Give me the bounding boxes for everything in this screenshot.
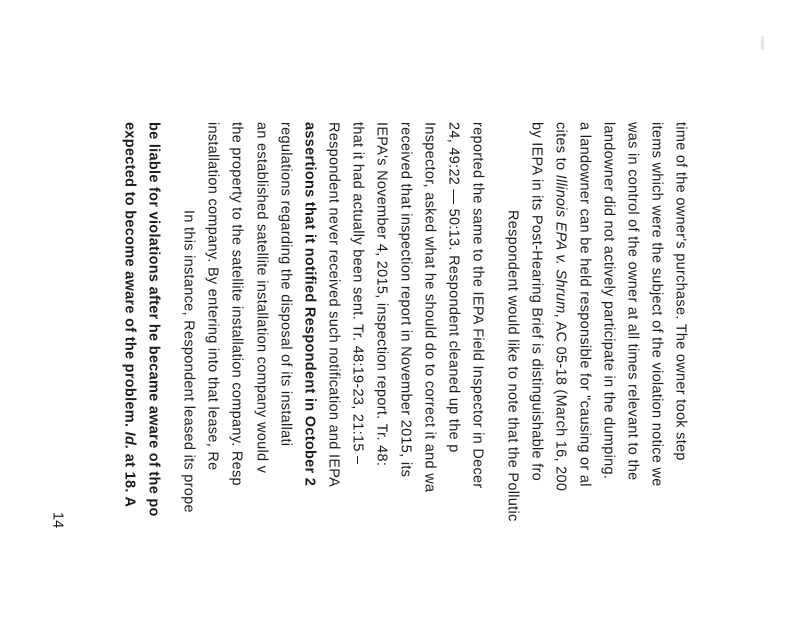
text-segment: Respondent would like to note that the Pollutic bbox=[504, 210, 521, 522]
text-line-14 bbox=[446, 122, 461, 453]
text-segment: landowner did not actively participate in the dumping. bbox=[600, 122, 617, 480]
text-line-3 bbox=[181, 210, 196, 513]
text-segment: was in control of the owner at all times relevant to the bbox=[624, 122, 641, 481]
text-segment: at 18. A bbox=[121, 449, 138, 508]
text-line-18 bbox=[553, 122, 568, 491]
text-line-23 bbox=[673, 122, 688, 461]
text-segment: , AC 05-18 (March 16, 200 bbox=[552, 313, 569, 492]
text-segment: regulations regarding the disposal of its installati bbox=[277, 122, 294, 447]
text-line-11 bbox=[374, 122, 389, 466]
text-segment: time of the owner's purchase. The owner took step bbox=[672, 122, 689, 461]
text-segment: the property to the satellite installation company. Resp bbox=[228, 122, 245, 486]
text-segment: In this instance, Respondent leased its prope bbox=[180, 210, 197, 513]
text-segment: received that inspection report in November 2015, its bbox=[397, 122, 414, 478]
italic-citation: Illinois EPA v. Shrum bbox=[552, 174, 569, 314]
text-line-13 bbox=[422, 122, 437, 492]
text-line-22 bbox=[649, 122, 664, 487]
page-number: 14 bbox=[49, 512, 66, 529]
text-segment: installation company. By entering into that lease, Re bbox=[204, 122, 221, 471]
text-line-16 bbox=[505, 210, 520, 522]
text-segment: IEPA's November 4, 2015, inspection report. Tr. 48: bbox=[373, 122, 390, 467]
text-segment: cites to bbox=[552, 122, 569, 175]
text-line-21 bbox=[625, 122, 640, 481]
text-segment: that it had actually been sent. Tr. 48:19-23, 21:15 – bbox=[349, 122, 366, 465]
text-line-15 bbox=[470, 122, 485, 489]
text-line-20 bbox=[601, 122, 616, 479]
text-line-1 bbox=[122, 122, 137, 507]
text-line-7 bbox=[278, 122, 293, 446]
text-line-17 bbox=[529, 122, 544, 481]
text-segment: expected to become aware of the problem. bbox=[121, 122, 138, 432]
text-line-5 bbox=[229, 122, 244, 486]
text-line-19 bbox=[577, 122, 592, 487]
text-line-8 bbox=[302, 122, 317, 486]
text-line-9 bbox=[326, 122, 341, 487]
text-line-12 bbox=[398, 122, 413, 477]
text-segment: be liable for violations after he became aware of the po bbox=[145, 122, 162, 517]
text-segment: by IEPA in its Post-Hearing Brief is distinguishable fro bbox=[528, 122, 545, 482]
text-line-6 bbox=[254, 122, 269, 473]
text-segment: a landowner can be held responsible for "causing or al bbox=[576, 122, 593, 487]
text-segment: items which were the subject of the violation notice we bbox=[648, 122, 665, 487]
text-segment: assertions that it notified Respondent in October 2 bbox=[301, 122, 318, 487]
text-segment: Inspector, asked what he should do to correct it and wa bbox=[421, 122, 438, 493]
text-line-2 bbox=[146, 122, 161, 517]
scan-smudge bbox=[761, 36, 764, 50]
text-segment: an established satellite installation company would v bbox=[253, 122, 270, 474]
text-line-10 bbox=[350, 122, 365, 464]
text-line-4 bbox=[205, 122, 220, 471]
text-segment: 24, 49:22 — 50:13. Respondent cleaned up the p bbox=[445, 122, 462, 453]
italic-citation: Id. bbox=[121, 431, 138, 450]
text-segment: reported the same to the IEPA Field Inspector in Decer bbox=[469, 122, 486, 489]
text-segment: Respondent never received such notification and IEPA bbox=[325, 122, 342, 488]
